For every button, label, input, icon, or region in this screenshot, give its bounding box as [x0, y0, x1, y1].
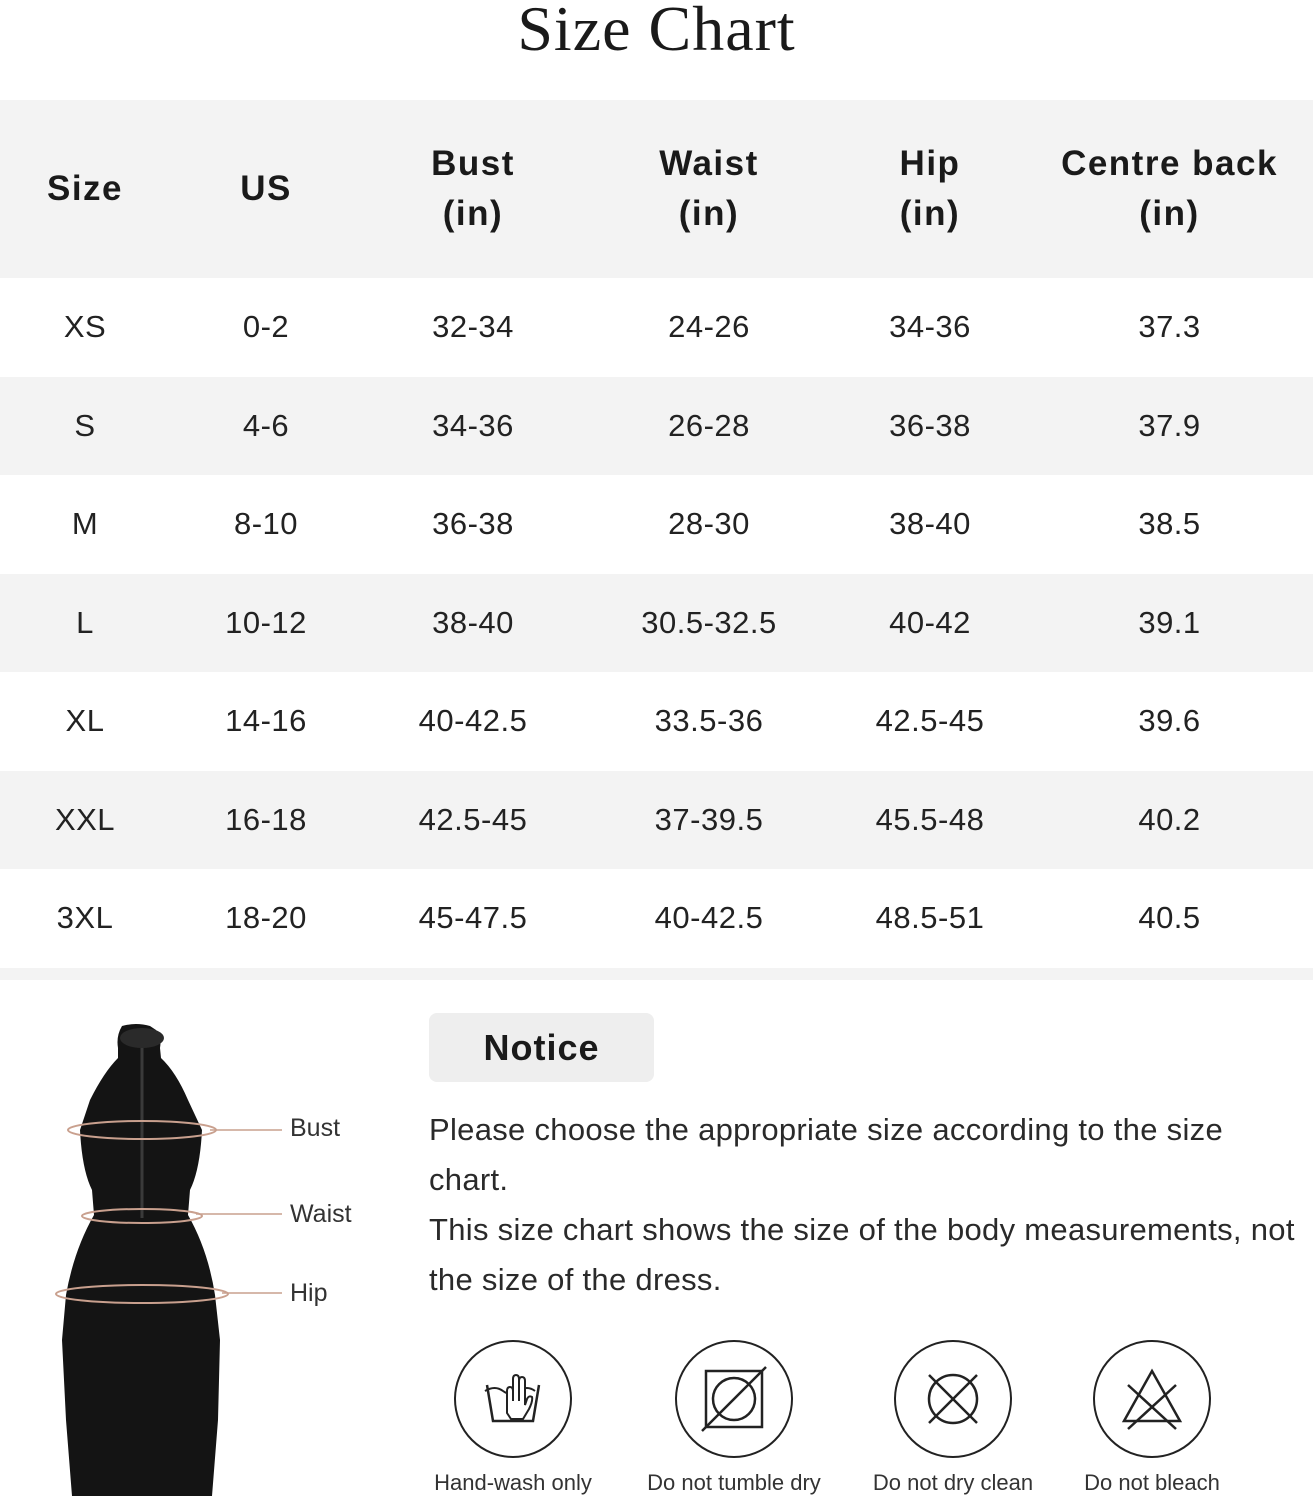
cell-hip: 42.5-45 — [875, 703, 985, 739]
cell-bust: 42.5-45 — [418, 801, 528, 837]
cell-hip: 36-38 — [889, 407, 971, 443]
cell-centre-back: 38.5 — [1138, 506, 1201, 542]
cell-size: M — [71, 506, 99, 542]
cell-bust: 38-40 — [432, 604, 514, 640]
waist-label: Waist — [290, 1200, 352, 1228]
cell-centre-back: 40.5 — [1138, 900, 1201, 936]
care-hand-wash — [398, 1340, 628, 1496]
cell-centre-back: 37.3 — [1138, 309, 1201, 345]
table-row — [0, 278, 1313, 377]
cell-centre-back: 37.9 — [1138, 407, 1201, 443]
cell-hip: 45.5-48 — [875, 801, 985, 837]
cell-hip: 40-42 — [889, 604, 971, 640]
cell-us: 0-2 — [242, 309, 290, 345]
hand-wash-icon — [454, 1340, 572, 1458]
cell-size: L — [76, 604, 94, 640]
cell-hip: 48.5-51 — [875, 900, 985, 936]
header-size: Size — [46, 169, 124, 208]
cell-us: 4-6 — [242, 407, 290, 443]
cell-bust: 34-36 — [432, 407, 514, 443]
care-no-tumble-dry — [619, 1340, 849, 1496]
cell-us: 8-10 — [233, 506, 299, 542]
cell-size: XS — [63, 309, 107, 345]
header-bust: Bust (in) — [431, 144, 515, 233]
cell-us: 14-16 — [225, 703, 307, 739]
header-waist: Waist (in) — [659, 144, 759, 233]
cell-size: XL — [65, 703, 105, 739]
table-row — [0, 574, 1313, 673]
cell-bust: 45-47.5 — [418, 900, 528, 936]
cell-waist: 28-30 — [668, 506, 750, 542]
cell-waist: 37-39.5 — [654, 801, 764, 837]
cell-size: S — [74, 407, 96, 443]
cell-us: 10-12 — [225, 604, 307, 640]
no-bleach-label: Do not bleach — [1084, 1470, 1220, 1495]
cell-waist: 30.5-32.5 — [641, 604, 777, 640]
no-tumble-dry-label: Do not tumble dry — [647, 1470, 821, 1495]
cell-bust: 36-38 — [432, 506, 514, 542]
bust-label: Bust — [290, 1114, 341, 1142]
dress-illustration — [40, 1020, 380, 1500]
no-dry-clean-icon — [894, 1340, 1012, 1458]
table-row — [0, 377, 1313, 476]
table-row — [0, 771, 1313, 870]
table-row — [0, 672, 1313, 771]
table-bottom-band — [0, 968, 1313, 980]
hand-wash-label: Hand-wash only — [434, 1470, 592, 1495]
no-dry-clean-label: Do not dry clean — [872, 1470, 1034, 1495]
cell-centre-back: 39.1 — [1138, 604, 1201, 640]
cell-us: 16-18 — [225, 801, 307, 837]
cell-waist: 26-28 — [668, 407, 750, 443]
cell-us: 18-20 — [225, 900, 307, 936]
size-table — [0, 100, 1313, 980]
cell-size: XXL — [54, 801, 116, 837]
hip-label: Hip — [290, 1279, 328, 1307]
header-centre-back: Centre back (in) — [1061, 144, 1278, 233]
cell-bust: 32-34 — [432, 309, 514, 345]
no-bleach-icon — [1093, 1340, 1211, 1458]
cell-hip: 34-36 — [889, 309, 971, 345]
header-hip: Hip (in) — [899, 144, 961, 233]
notice-heading: Notice — [429, 1013, 654, 1082]
cell-waist: 24-26 — [668, 309, 750, 345]
cell-centre-back: 40.2 — [1138, 801, 1201, 837]
notice-line-1: Please choose the appropriate size according to the size chart. — [429, 1112, 1223, 1197]
cell-size: 3XL — [56, 900, 114, 936]
cell-centre-back: 39.6 — [1138, 703, 1201, 739]
cell-bust: 40-42.5 — [418, 703, 528, 739]
table-header — [0, 100, 1313, 278]
cell-waist: 33.5-36 — [654, 703, 764, 739]
care-no-dry-clean — [838, 1340, 1068, 1496]
table-body — [0, 278, 1313, 968]
page-title: Size Chart — [517, 0, 796, 64]
cell-hip: 38-40 — [889, 506, 971, 542]
table-row — [0, 475, 1313, 574]
table-row — [0, 869, 1313, 968]
no-tumble-dry-icon — [675, 1340, 793, 1458]
cell-waist: 40-42.5 — [654, 900, 764, 936]
notice-line-2: This size chart shows the size of the body measurements, not the size of the dress. — [429, 1212, 1295, 1297]
notice-text — [429, 1105, 1299, 1305]
header-us: US — [240, 169, 292, 208]
care-no-bleach — [1037, 1340, 1267, 1496]
dress-measurement-figure — [40, 1020, 380, 1500]
